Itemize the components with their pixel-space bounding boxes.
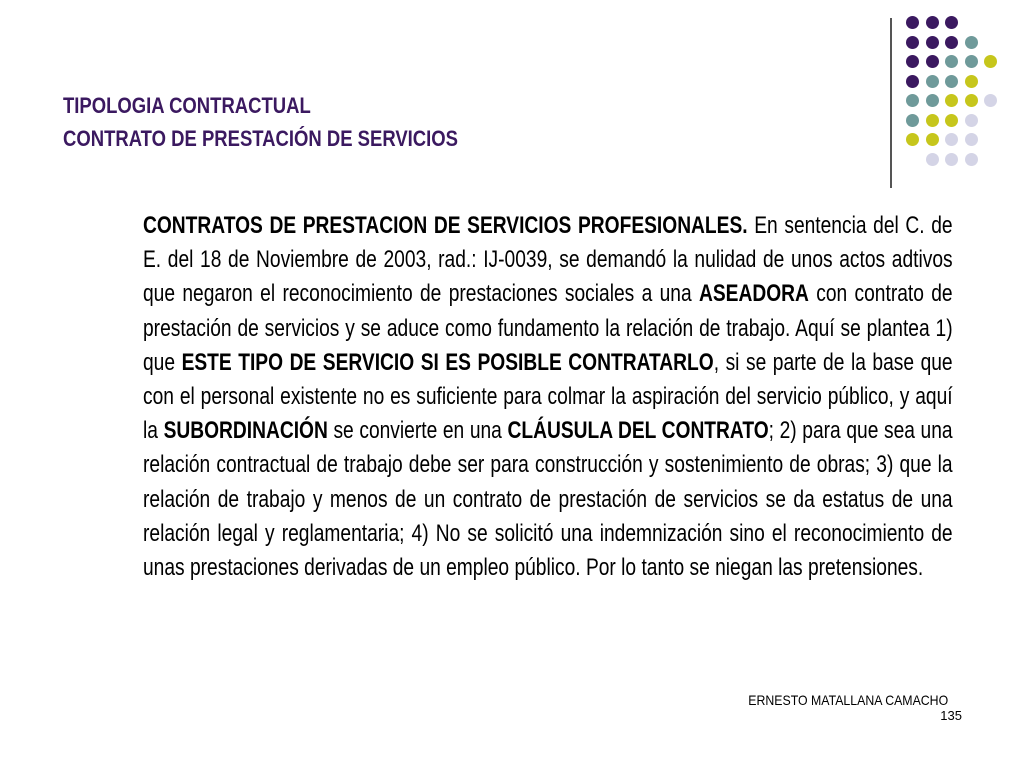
decorative-dot	[945, 133, 958, 146]
body-text-3: , si se parte de la base que con el personal existente no es suficiente para colmar la aspiración del servicio público, y aquí la	[143, 348, 953, 445]
decorative-dot	[965, 36, 978, 49]
decorative-dot	[965, 55, 978, 68]
vertical-divider	[890, 18, 892, 188]
decorative-dot	[965, 153, 978, 166]
body-heading: CONTRATOS DE PRESTACION DE SERVICIOS PROFESIONALES.	[143, 212, 748, 239]
body-text-5: ; 2) para que sea una relación contractual de trabajo debe ser para construcción y sostenimiento de obras; 3) que la relación de trabajo y menos de un contrato de prestación de servicios se da estatus de una relación legal y reglamentaria; 4) No se solicitó una indemnización sino el reconocimiento de unas prestaciones derivadas de un empleo público. Por lo tanto se niegan las pretensiones.	[143, 417, 953, 582]
body-text-4: se convierte en una	[327, 417, 508, 445]
decorative-dot	[906, 114, 919, 127]
decorative-dot-grid	[905, 12, 1015, 172]
decorative-dot	[965, 75, 978, 88]
decorative-dot	[945, 114, 958, 127]
decorative-dot	[926, 55, 939, 68]
decorative-dot	[926, 75, 939, 88]
decorative-dot	[906, 16, 919, 29]
decorative-dot	[984, 55, 997, 68]
decorative-dot	[945, 153, 958, 166]
body-bold-2: ESTE TIPO DE SERVICIO SI ES POSIBLE CONTRATARLO	[181, 348, 714, 376]
decorative-dot	[926, 133, 939, 146]
title-line-1: TIPOLOGIA CONTRACTUAL	[63, 93, 311, 118]
decorative-dot	[926, 94, 939, 107]
slide-title	[63, 89, 458, 155]
decorative-dot	[926, 36, 939, 49]
decorative-dot	[906, 94, 919, 107]
decorative-dot	[984, 94, 997, 107]
body-paragraph	[143, 209, 953, 585]
decorative-dot	[965, 94, 978, 107]
body-bold-3: SUBORDINACIÓN	[163, 417, 328, 445]
decorative-dot	[906, 75, 919, 88]
decorative-dot	[926, 153, 939, 166]
page-number: 135	[940, 708, 962, 723]
body-text-1: En sentencia del C. de E. del 18 de Noviembre de 2003, rad.: IJ-0039, se demandó la nulidad de unos actos adtivos que negaron el reconocimiento de prestaciones sociales a una	[143, 212, 953, 308]
decorative-dot	[945, 55, 958, 68]
body-bold-4: CLÁUSULA DEL CONTRATO	[507, 417, 769, 445]
decorative-dot	[965, 114, 978, 127]
decorative-dot	[945, 16, 958, 29]
decorative-dot	[945, 36, 958, 49]
decorative-dot	[926, 16, 939, 29]
author-footer: ERNESTO MATALLANA CAMACHO	[748, 692, 948, 708]
decorative-dot	[906, 36, 919, 49]
decorative-dot	[906, 133, 919, 146]
decorative-dot	[965, 133, 978, 146]
body-bold-1: ASEADORA	[699, 280, 809, 308]
body-text-2: con contrato de prestación de servicios y se aduce como fundamento la relación de trabajo. Aquí se plantea 1) que	[143, 280, 953, 376]
decorative-dot	[945, 94, 958, 107]
decorative-dot	[945, 75, 958, 88]
title-line-2: CONTRATO DE PRESTACIÓN DE SERVICIOS	[63, 126, 458, 151]
decorative-dot	[906, 55, 919, 68]
decorative-dot	[926, 114, 939, 127]
